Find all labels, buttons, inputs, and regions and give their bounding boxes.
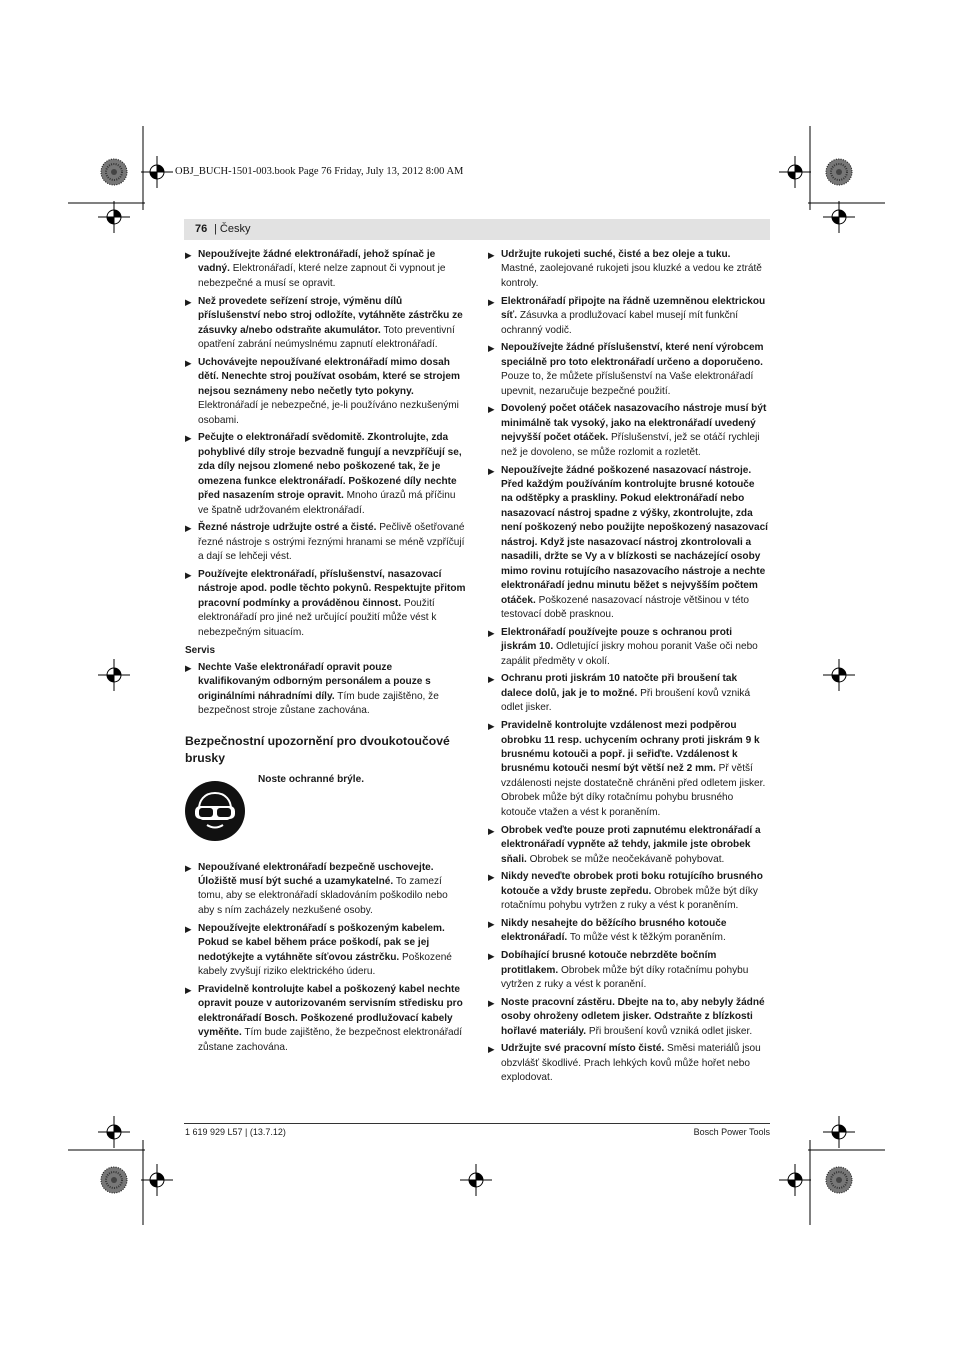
list-item: [185, 356, 466, 428]
list-item: [185, 248, 466, 291]
item-bold-text: Dovolený počet otáček nasazovacího nástroje musí být minimálně tak vysoký, jako na elektronářadí uvedený nejvyšší počet otáček.: [501, 403, 767, 444]
item-text: Tím bude zajištěno, že bezpečnost elektronářadí zůstane zachována.: [198, 1027, 463, 1053]
item-bold-text: Nepoužívejte žádné elektronářadí, jehož spínač je vadný.: [198, 249, 436, 275]
item-bold-text: Uchovávejte nepoužívané elektronářadí mimo dosah dětí. Nenechte stroj používat osobám, které se strojem nejsou seznámeny nebo nečetly tyto pokyny.: [198, 356, 460, 397]
item-bold-text: Dobíhající brusné kotouče nebrzděte bočním protitlakem.: [501, 950, 717, 976]
item-bold-text: Než provedete seřízení stroje, výměnu dílů příslušenství nebo stroj odložíte, vytáhněte zástrčku ze zásuvky a/nebo odstraňte akumulátor.: [198, 295, 463, 336]
list-item: [185, 861, 466, 919]
item-text: Mnoho úrazů má příčinu ve špatně udržovaném elektronářadí.: [198, 490, 456, 516]
bullet-arrow-icon: ▶: [185, 433, 192, 444]
bullet-arrow-icon: ▶: [185, 984, 192, 995]
list-item: [488, 402, 769, 460]
item-bold-text: Nepoužívané elektronářadí bezpečně uschovejte. Úložiště musí být suché a uzamykatelné.: [198, 861, 434, 887]
list-item: [488, 949, 769, 992]
servis-title: Servis: [185, 645, 216, 657]
bullet-arrow-icon: ▶: [185, 923, 192, 934]
list-item: [488, 917, 769, 946]
list-item: [488, 248, 769, 291]
bullet-arrow-icon: ▶: [488, 296, 495, 307]
bullet-arrow-icon: ▶: [488, 627, 495, 638]
list-item: [488, 1042, 769, 1085]
bullet-arrow-icon: ▶: [185, 862, 192, 873]
item-text: To může vést k těžkým poraněním.: [567, 932, 726, 944]
item-text: Směsi materiálů jsou obzvlášť škodlivé. Prach lehkých kovů může hořet nebo explodovat.: [501, 1043, 761, 1084]
list-item: [185, 431, 466, 518]
goggles-notice: [185, 773, 466, 861]
list-item: [488, 996, 769, 1039]
servis-items: [185, 661, 466, 719]
goggles-label: Noste ochranné brýle.: [258, 773, 365, 785]
item-bold-text: Udržujte rukojeti suché, čisté a bez oleje a tuku.: [501, 249, 731, 260]
item-bold-text: Pravidelně kontrolujte kabel a poškozený kabel nechte opravit pouze v autorizovaném servisním středisku pro elektronářadí Bosch. Poškozené prodlužovací kabely vyměňte.: [198, 983, 463, 1039]
item-bold-text: Ochranu proti jiskrám 10 natočte při broušení tak dalece dolů, jak je to možné.: [501, 673, 738, 699]
item-text: Tím bude zajištěno, že bezpečnost stroje zůstane zachována.: [198, 690, 439, 717]
language-label: Česky: [219, 223, 251, 235]
item-bold-text: Nepoužívejte elektronářadí s poškozeným kabelem. Pokud se kabel během práce poškodí, pak se jej nedotýkejte a vytáhněte síťovou zástrčku.: [198, 922, 445, 963]
right-items: [488, 248, 769, 1086]
item-text: Poškozené kabely zvyšují riziko elektrického úderu.: [198, 951, 452, 977]
item-text: Pečlivě ošetřované řezné nástroje s ostrými řeznými hranami se méně vzpříčují a dají se lehčeji vést.: [198, 522, 465, 563]
item-text: Př větší vzdálenosti nejste dostatečně chráněni před odletem jisker. Obrobek může být díky rotačnímu pohybu brusného kotouče vtažen a vést k poraněním.: [501, 763, 766, 818]
footer-brand: Bosch Power Tools: [693, 1127, 770, 1137]
list-item: [185, 661, 466, 719]
page-language: | Česky: [214, 223, 251, 235]
bullet-arrow-icon: ▶: [185, 250, 192, 260]
bullet-arrow-icon: ▶: [488, 825, 495, 836]
list-item: [185, 922, 466, 980]
item-bold-text: Nepoužívejte žádné příslušenství, které není výrobcem speciálně pro toto elektronářadí určeno a doporučeno.: [501, 342, 764, 368]
list-item: [488, 626, 769, 669]
item-text: To zamezí tomu, aby se elektronářadí skladováním poškodilo nebo aby s ním zacházely nezkušené osoby.: [198, 875, 448, 916]
footer-doc-number: 1 619 929 L57 | (13.7.12): [185, 1127, 286, 1137]
item-bold-text: Nikdy neveďte obrobek proti boku rotujícího brusného kotouče a vždy bruste zepředu.: [501, 871, 763, 897]
footer-divider: [184, 1123, 770, 1124]
item-bold-text: Řezné nástroje udržujte ostré a čisté.: [198, 522, 377, 534]
item-text: Příslušenství, jež se otáčí rychleji než je dovoleno, se může rozlomit a rozletět.: [501, 432, 760, 458]
item-bold-text: Elektronářadí používejte pouze s ochranou proti jiskrám 10.: [501, 626, 733, 653]
item-bold-text: Pravidelně kontrolujte vzdálenost mezi podpěrou obrobku 11 resp. uchycením ochrany proti jiskrám 9 k brusnému kotouči a popř. ji seřiďte. Vzdálenost k brusnému kotouči nesmí být větší než 2 mm.: [501, 720, 760, 775]
bullet-arrow-icon: ▶: [185, 296, 192, 307]
list-item: [185, 521, 466, 564]
left-column: [185, 248, 466, 1058]
safety-goggles-icon: [185, 781, 245, 841]
list-item: [185, 568, 466, 640]
item-text: Poškozené nasazovací nástroje většinou v této testovací době prasknou.: [501, 594, 750, 621]
item-text: Použití elektronářadí pro jiné než určující použití může vést k nebezpečným situacím.: [198, 597, 437, 638]
bullet-arrow-icon: ▶: [185, 523, 192, 534]
bullet-arrow-icon: ▶: [488, 404, 495, 415]
right-column: [488, 248, 769, 1089]
item-text: Elektronářadí, které nelze zapnout či vypnout je nebezpečné a musí se opravit.: [198, 263, 446, 289]
item-bold-text: Udržujte své pracovní místo čisté.: [501, 1043, 665, 1055]
section-heading: Bezpečnostní upozornění pro dvoukotoučové brusky: [185, 733, 450, 765]
item-text: Elektronářadí je nebezpečné, je-li používáno nezkušenými osobami.: [198, 400, 459, 426]
bullet-arrow-icon: ▶: [488, 918, 495, 929]
list-item: [488, 870, 769, 913]
item-text: Obrobek se může neočekávaně pohybovat.: [526, 853, 725, 865]
list-item: [488, 824, 769, 867]
list-item: [488, 295, 769, 338]
item-text: Při broušení kovů vzniká odlet jisker.: [586, 1025, 753, 1037]
page-number: 76: [195, 223, 208, 235]
item-text: Obrobek může být díky rotačnímu pohybu vytržen z ruky a vést k poranění.: [501, 964, 749, 991]
left-items-bottom: [185, 861, 466, 1055]
bullet-arrow-icon: ▶: [185, 662, 192, 673]
print-info-line: OBJ_BUCH-1501-003.book Page 76 Friday, July 13, 2012 8:00 AM: [175, 166, 464, 177]
list-item: [185, 983, 466, 1055]
item-text: Obrobek může být díky rotačnímu pohybu vytržen z ruky a vést k poraněním.: [501, 885, 758, 912]
bullet-arrow-icon: ▶: [185, 357, 192, 368]
list-item: [488, 464, 769, 623]
item-bold-text: Nikdy nesahejte do běžícího brusného kotouče elektronářadí.: [501, 917, 727, 944]
bullet-arrow-icon: ▶: [488, 951, 495, 962]
list-item: [488, 341, 769, 399]
bullet-arrow-icon: ▶: [488, 343, 495, 354]
item-text: Odletující jiskry mohou poranit Vaše oči nebo zapálit předměty v okolí.: [501, 641, 758, 667]
bullet-arrow-icon: ▶: [185, 570, 192, 580]
item-text: Zásuvka a prodlužovací kabel musejí mít funkční ochranný vodič.: [501, 310, 739, 336]
list-item: [488, 719, 769, 820]
bullet-arrow-icon: ▶: [488, 674, 495, 685]
item-text: Mastné, zaolejované rukojeti jsou kluzké a vedou ke ztrátě kontroly.: [501, 263, 762, 289]
item-bold-text: Používejte elektronářadí, příslušenství, nasazovací nástroje apod. podle těchto pokynů. Respektujte přitom pracovní podmínky a prováděnou činnost.: [198, 569, 466, 609]
item-bold-text: Obrobek veďte pouze proti zapnutému elektronářadí a elektronářadí vypněte až tehdy, jakmile jste obrobek sňali.: [501, 824, 761, 865]
item-text: Toto preventivní opatření zabrání neúmyslnému zapnutí elektronářadí.: [198, 324, 455, 351]
bullet-arrow-icon: ▶: [488, 721, 495, 732]
bullet-arrow-icon: ▶: [488, 250, 495, 260]
item-text: Při broušení kovů vzniká odlet jisker.: [501, 687, 751, 714]
item-bold-text: Pečujte o elektronářadí svědomitě. Zkontrolujte, zda pohyblivé díly stroje bezvadně fungují a nevzpříčují se, zda díly nejsou zlomené nebo poškozené tak, že je omezena funkce elektronářadí. Poškozené díly nechte před nasazením stroje opravit.: [198, 432, 462, 502]
list-item: [488, 672, 769, 715]
bullet-arrow-icon: ▶: [488, 872, 495, 883]
page-header: [184, 219, 770, 240]
bullet-arrow-icon: ▶: [488, 997, 495, 1008]
item-bold-text: Nepoužívejte žádné poškozené nasazovací nástroje. Před každým používáním kontrolujte brusné kotouče na odštěpky a praskliny. Pokud elektronářadí nebo nasazovací nástroj spadne z výšky, zkontrolujte, zda není poškozený nebo použijte nepoškozený nasazovací nástroj. Když jste nasazovací nástroj zkontrolovali a nasadili, držte se Vy a v blízkosti se nacházející osoby mimo rovinu rotujícího nasazovacího nástroje a nechte elektronářadí jednu minutu běžet s nejvyšším počtem otáček.: [501, 464, 768, 606]
list-item: [185, 295, 466, 353]
item-bold-text: Nechte Vaše elektronářadí opravit pouze kvalifikovaným odborným personálem a pouze s originálními náhradními díly.: [198, 661, 431, 702]
item-bold-text: Noste pracovní zástěru. Dbejte na to, aby nebyly žádné osoby ohroženy odletem jisker. Odstraňte z blízkosti hořlavé materiály.: [501, 996, 765, 1037]
bullet-arrow-icon: ▶: [488, 465, 495, 476]
left-items-top: [185, 248, 466, 640]
bullet-arrow-icon: ▶: [488, 1044, 495, 1055]
item-bold-text: Elektronářadí připojte na řádně uzemněnou elektrickou síť.: [501, 295, 766, 322]
item-text: Pouze to, že můžete příslušenství na Vaše elektronářadí upevnit, nezaručuje bezpečné použití.: [501, 371, 754, 397]
